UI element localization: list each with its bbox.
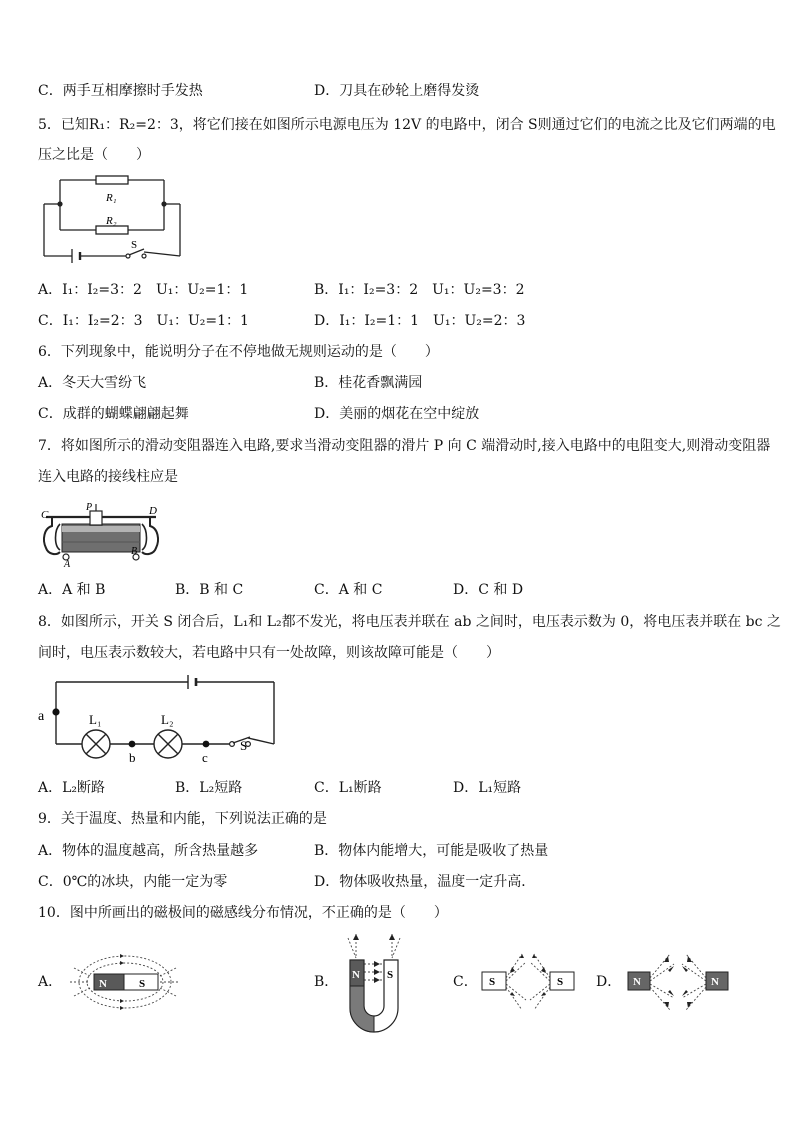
- q7-b-label: B: [131, 546, 138, 557]
- q7-stem-line1: 7．将如图所示的滑动变阻器连入电路,要求当滑动变阻器的滑片 P 向 C 端滑动时,接入电路中的电阻变大,则滑动变阻器: [38, 438, 771, 454]
- q4-option-c: C．两手互相摩擦时手发热: [38, 83, 203, 99]
- q7-d-label: D: [149, 505, 157, 517]
- q7-a-label: A: [64, 559, 71, 568]
- q5-r2-label: R₂: [106, 215, 117, 227]
- q10c-left-label: S: [489, 976, 496, 988]
- q10a-s-label: S: [139, 978, 146, 990]
- q10a-n-label: N: [99, 978, 107, 990]
- q5-stem-line1: 5．已知R₁：R₂=2：3，将它们接在如图所示电源电压为 12V 的电路中，闭合 S则通过它们的电流之比及它们两端的电: [38, 117, 776, 133]
- q6-option-d: D．美丽的烟花在空中绽放: [314, 406, 480, 422]
- q8-stem-line2: 间时，电压表示数较大，若电路中只有一处故障，则该故障可能是（ ）: [38, 645, 500, 661]
- q7-stem-line2: 连入电路的接线柱应是: [38, 469, 178, 485]
- q7-option-d: D．C 和 D: [453, 582, 524, 598]
- q10-label-d: D．: [596, 974, 622, 990]
- q10d-left-label: N: [633, 976, 641, 988]
- q10-two-n-poles-figure: [622, 948, 734, 1014]
- q8-l1-label: L₁: [89, 712, 102, 727]
- q5-option-c: C．I₁：I₂=2：3 U₁：U₂=1：1: [38, 313, 249, 329]
- q4-option-d: D．刀具在砂轮上磨得发烫: [314, 83, 480, 99]
- q5-parallel-circuit-figure: [38, 172, 188, 267]
- q10c-right-label: S: [557, 976, 564, 988]
- q8-a-label: a: [38, 709, 45, 724]
- q9-option-c: C．0℃的冰块，内能一定为零: [38, 874, 228, 890]
- q10-two-s-poles-figure: [478, 948, 578, 1014]
- q9-option-d: D．物体吸收热量，温度一定升高．: [314, 874, 536, 890]
- q8-c-label: c: [202, 750, 208, 765]
- q7-p-label: P: [86, 502, 93, 513]
- q5-option-d: D．I₁：I₂=1：1 U₁：U₂=2：3: [314, 313, 526, 329]
- q9-option-b: B．物体内能增大，可能是吸收了热量: [314, 843, 549, 859]
- q5-stem-line2: 压之比是（ ）: [38, 147, 150, 163]
- q7-c-label: C: [41, 509, 49, 521]
- q6-option-a: A．冬天大雪纷飞: [38, 375, 147, 391]
- q5-option-b: B．I₁：I₂=3：2 U₁：U₂=3：2: [314, 282, 525, 298]
- q8-b-label: b: [129, 750, 136, 765]
- q7-option-b: B．B 和 C: [175, 582, 244, 598]
- q7-option-a: A．A 和 B: [38, 582, 106, 598]
- q10-label-a: A．: [38, 974, 63, 990]
- q10-bar-magnet-figure: [66, 946, 184, 1016]
- q10b-s-label: S: [387, 969, 394, 981]
- q8-option-a: A．L₂断路: [38, 780, 106, 796]
- q10-label-b: B．: [314, 974, 339, 990]
- q8-switch-label: S: [240, 738, 248, 753]
- q10-stem: 10．图中所画出的磁极间的磁感线分布情况，不正确的是（ ）: [38, 905, 448, 921]
- q10-label-c: C．: [453, 974, 478, 990]
- q10-u-magnet-figure: [340, 930, 410, 1034]
- q8-series-circuit-figure: [36, 672, 282, 768]
- q8-option-b: B．L₂短路: [175, 780, 243, 796]
- q8-stem-line1: 8．如图所示，开关 S 闭合后，L₁和 L₂都不发光，将电压表并联在 ab 之间时，电压表示数为 0，将电压表并联在 bc 之: [38, 614, 781, 630]
- q5-switch-label: S: [131, 239, 138, 251]
- q5-r1-label: R₁: [106, 192, 117, 204]
- q9-option-a: A．物体的温度越高，所含热量越多: [38, 843, 259, 859]
- q10b-n-label: N: [352, 969, 360, 981]
- q5-option-a: A．I₁：I₂=3：2 U₁：U₂=1：1: [38, 282, 249, 298]
- q10d-right-label: N: [711, 976, 719, 988]
- q9-stem: 9．关于温度、热量和内能，下列说法正确的是: [38, 811, 327, 827]
- q6-option-c: C．成群的蝴蝶翩翩起舞: [38, 406, 189, 422]
- q8-option-d: D．L₁短路: [453, 780, 522, 796]
- q6-stem: 6．下列现象中，能说明分子在不停地做无规则运动的是（ ）: [38, 344, 439, 360]
- q8-option-c: C．L₁断路: [314, 780, 382, 796]
- q7-rheostat-figure: [38, 502, 163, 568]
- q8-l2-label: L₂: [161, 712, 174, 727]
- q6-option-b: B．桂花香飘满园: [314, 375, 423, 391]
- q7-option-c: C．A 和 C: [314, 582, 383, 598]
